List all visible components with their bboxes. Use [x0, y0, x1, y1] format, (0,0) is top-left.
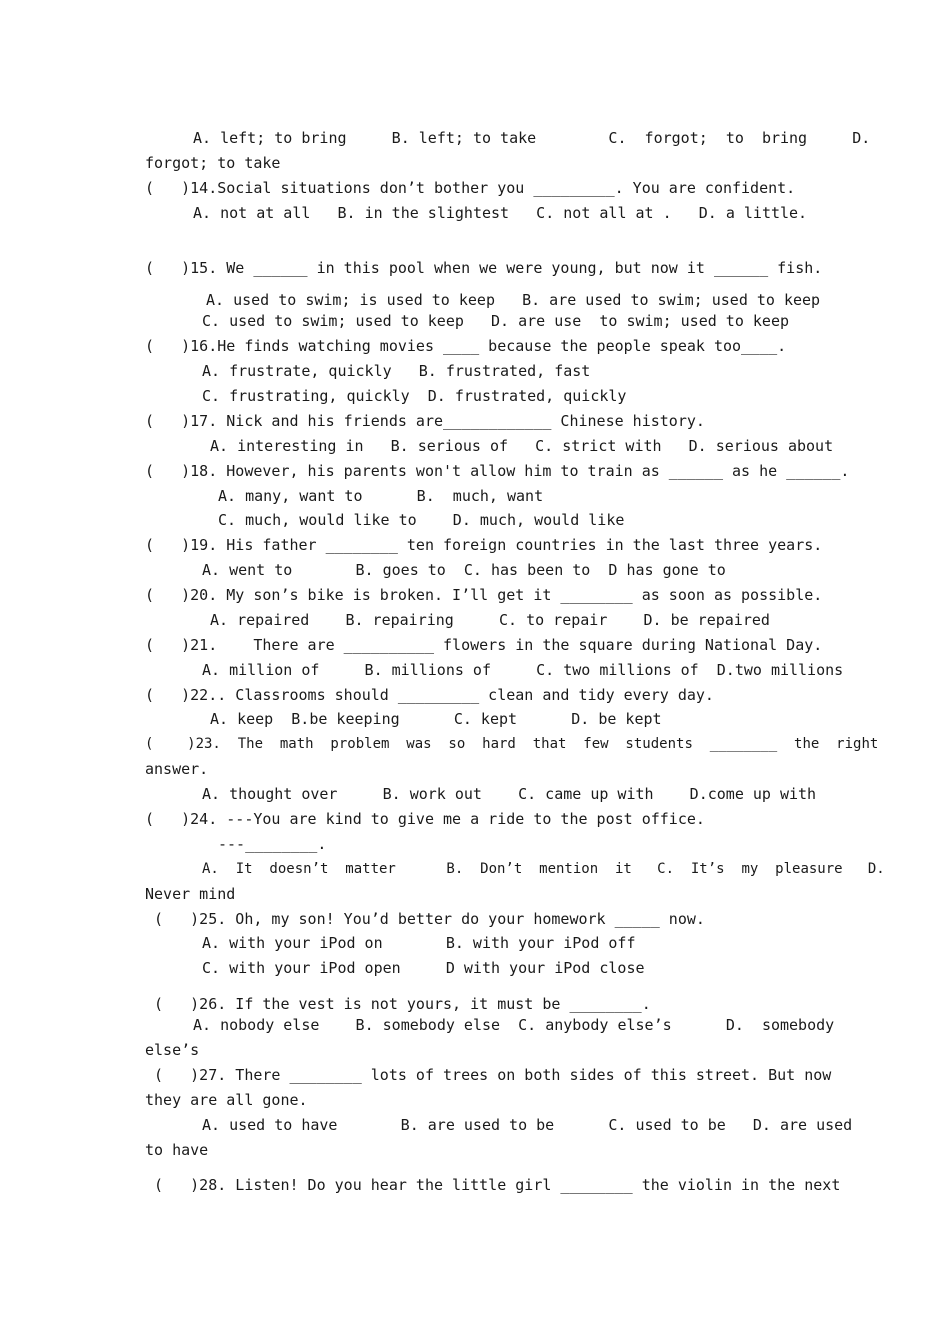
option-line: C. used to swim; used to keep D. are use to swim; used to keep — [202, 312, 789, 330]
option-line: A. used to swim; is used to keep B. are used to swim; used to keep — [206, 291, 821, 309]
question-line: ( )18. However, his parents won't allow him to train as ______ as he ______. — [145, 462, 850, 480]
question-line: ( )20. My son’s bike is broken. I’ll get it ________ as soon as possible. — [145, 586, 823, 604]
question-line: ( )21. There are __________ flowers in the square during National Day. — [145, 636, 823, 654]
question-line: ( )28. Listen! Do you hear the little girl ________ the violin in the next — [145, 1176, 841, 1194]
text-line: to have — [145, 1141, 209, 1159]
option-line: A. went to B. goes to C. has been to D has gone to — [202, 561, 726, 579]
option-line: A. nobody else B. somebody else C. anybody else’s D. somebody — [193, 1016, 835, 1034]
option-line: C. frustrating, quickly D. frustrated, quickly — [202, 387, 627, 405]
question-line: ( )23. The math problem was so hard that few students ________ the right — [145, 736, 879, 752]
question-line: ( )17. Nick and his friends are____________ Chinese history. — [145, 412, 705, 430]
option-line: A. repaired B. repairing C. to repair D. be repaired — [210, 611, 770, 629]
question-line: ( )25. Oh, my son! You’d better do your homework _____ now. — [145, 910, 705, 928]
option-line: A. frustrate, quickly B. frustrated, fast — [202, 362, 591, 380]
question-line: ( )14.Social situations don’t bother you _________. You are confident. — [145, 179, 796, 197]
option-line: C. much, would like to D. much, would like — [218, 511, 625, 529]
option-line: A. It doesn’t matter B. Don’t mention it C. It’s my pleasure D. — [202, 861, 885, 877]
option-line: A. many, want to B. much, want — [218, 487, 544, 505]
option-line: A. used to have B. are used to be C. used to be D. are used — [202, 1116, 853, 1134]
option-line: A. thought over B. work out C. came up with D.come up with — [202, 785, 817, 803]
option-line: A. not at all B. in the slightest C. not all at . D. a little. — [193, 204, 808, 222]
question-line: ( )15. We ______ in this pool when we were young, but now it ______ fish. — [145, 259, 823, 277]
option-line: C. with your iPod open D with your iPod close — [202, 959, 645, 977]
text-line: they are all gone. — [145, 1091, 308, 1109]
text-line: else’s — [145, 1041, 200, 1059]
question-line: ( )19. His father ________ ten foreign countries in the last three years. — [145, 536, 823, 554]
question-line: ( )16.He finds watching movies ____ because the people speak too____. — [145, 337, 787, 355]
question-line: ( )22.. Classrooms should _________ clean and tidy every day. — [145, 686, 714, 704]
text-line: ---________. — [218, 835, 327, 853]
text-line: A. left; to bring B. left; to take C. forgot; to bring D. — [193, 129, 871, 147]
question-line: ( )27. There ________ lots of trees on both sides of this street. But now — [145, 1066, 832, 1084]
option-line: A. interesting in B. serious of C. strict with D. serious about — [210, 437, 834, 455]
question-line: ( )24. ---You are kind to give me a ride to the post office. — [145, 810, 705, 828]
text-line: forgot; to take — [145, 154, 281, 172]
text-line: Never mind — [145, 885, 236, 903]
option-line: A. million of B. millions of C. two millions of D.two millions — [202, 661, 844, 679]
option-line: A. with your iPod on B. with your iPod off — [202, 934, 636, 952]
text-line: answer. — [145, 760, 209, 778]
question-line: ( )26. If the vest is not yours, it must be ________. — [145, 995, 651, 1013]
option-line: A. keep B.be keeping C. kept D. be kept — [210, 710, 662, 728]
